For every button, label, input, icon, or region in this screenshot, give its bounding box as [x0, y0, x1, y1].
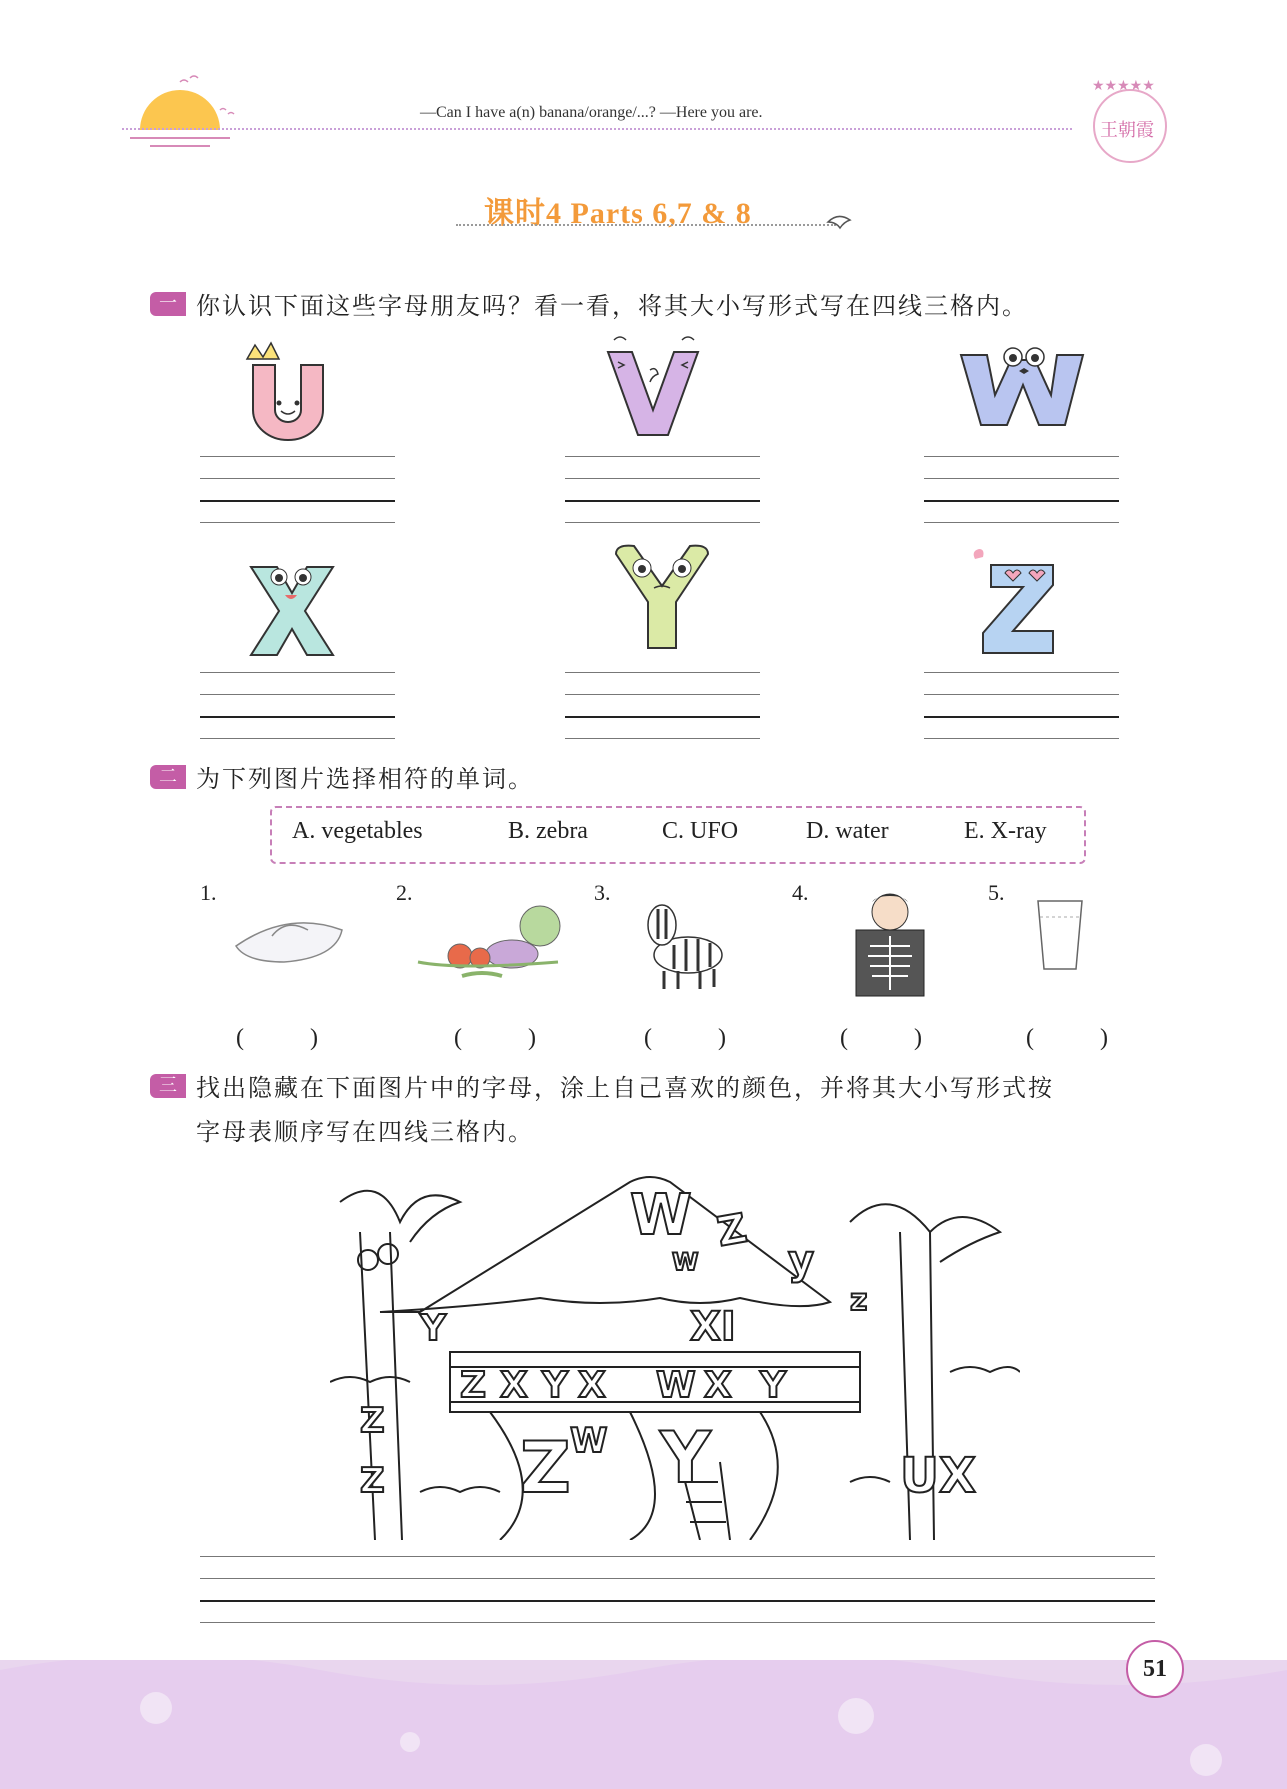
- svg-text:Z: Z: [360, 1461, 385, 1501]
- section2-badge: 二: [150, 765, 186, 789]
- svg-text:Z: Z: [360, 1401, 385, 1441]
- word-option-a: A. vegetables: [292, 818, 423, 844]
- answer-blank-3[interactable]: ( ): [644, 1025, 756, 1051]
- header-rule: [122, 128, 1072, 130]
- bird-icon: [826, 210, 854, 232]
- letter-w-character: [955, 335, 1090, 435]
- item-number-2: 2.: [396, 880, 413, 905]
- word-option-e: E. X-ray: [964, 818, 1047, 844]
- svg-text:Y: Y: [420, 1308, 447, 1349]
- vegetables-icon: [412, 900, 567, 990]
- svg-text:Y: Y: [542, 1365, 569, 1406]
- header-text: —Can I have a(n) banana/orange/...? —Here you are.: [420, 104, 763, 121]
- svg-text:W: W: [570, 1421, 608, 1461]
- section3-badge: 三: [150, 1074, 186, 1098]
- writing-lines-v[interactable]: [565, 456, 760, 522]
- page-footer: [0, 1660, 1287, 1789]
- item-number-5: 5.: [988, 880, 1005, 905]
- publisher-logo-text: 王朝霞: [1100, 120, 1154, 141]
- section2-instruction: 为下列图片选择相符的单词。: [196, 765, 534, 793]
- svg-text:Z: Z: [520, 1427, 571, 1509]
- title-underline: [456, 224, 836, 226]
- svg-text:Z: Z: [460, 1365, 487, 1406]
- item-number-4: 4.: [792, 880, 809, 905]
- writing-lines-z[interactable]: [924, 672, 1119, 738]
- section1-badge: 一: [150, 292, 186, 316]
- writing-lines-x[interactable]: [200, 672, 395, 738]
- sun-icon: [120, 70, 240, 155]
- answer-blank-5[interactable]: ( ): [1026, 1025, 1138, 1051]
- svg-text:X: X: [704, 1365, 732, 1406]
- svg-text:Y: Y: [660, 1417, 711, 1499]
- word-option-c: C. UFO: [662, 818, 739, 844]
- page-number: 51: [1126, 1640, 1184, 1698]
- answer-blank-4[interactable]: ( ): [840, 1025, 952, 1051]
- letter-y-character: [610, 540, 715, 655]
- svg-text:y: y: [788, 1238, 815, 1284]
- zebra-icon: [628, 895, 738, 995]
- letter-z-character: [955, 545, 1065, 660]
- letter-x-character: [245, 555, 340, 660]
- section1-instruction: 你认识下面这些字母朋友吗？看一看，将其大小写形式写在四线三格内。: [196, 292, 1028, 320]
- svg-text:★★★★★: ★★★★★: [1092, 78, 1155, 94]
- svg-text:z: z: [850, 1283, 868, 1318]
- svg-text:W: W: [630, 1183, 692, 1248]
- item-number-1: 1.: [200, 880, 217, 905]
- writing-lines-w[interactable]: [924, 456, 1119, 522]
- writing-lines-u[interactable]: [200, 456, 395, 522]
- item-number-3: 3.: [594, 880, 611, 905]
- ufo-icon: [232, 910, 347, 970]
- lesson-title: 课时4 Parts 6,7 & 8: [484, 197, 752, 230]
- treehouse-hidden-letters-picture[interactable]: [330, 1162, 1020, 1540]
- answer-blank-2[interactable]: ( ): [454, 1025, 566, 1051]
- svg-text:UX: UX: [900, 1448, 976, 1504]
- word-option-b: B. zebra: [508, 818, 588, 844]
- svg-text:X: X: [500, 1365, 528, 1406]
- glass-of-water-icon: [1032, 895, 1088, 975]
- section3-instruction-line1: 找出隐藏在下面图片中的字母，涂上自己喜欢的颜色，并将其大小写形式按: [196, 1074, 1054, 1102]
- x-ray-icon: [830, 890, 950, 1000]
- svg-text:W: W: [656, 1365, 696, 1406]
- section3-writing-lines[interactable]: [200, 1556, 1155, 1624]
- svg-text:XI: XI: [690, 1304, 736, 1350]
- svg-text:X: X: [578, 1365, 606, 1406]
- answer-blank-1[interactable]: ( ): [236, 1025, 348, 1051]
- svg-text:W: W: [672, 1248, 699, 1276]
- svg-text:Z: Z: [713, 1205, 751, 1256]
- svg-text:Y: Y: [760, 1365, 787, 1406]
- letter-v-character: [598, 330, 708, 445]
- writing-lines-y[interactable]: [565, 672, 760, 738]
- section3-instruction-line2: 字母表顺序写在四线三格内。: [196, 1118, 534, 1146]
- word-option-d: D. water: [806, 818, 889, 844]
- letter-u-character: [235, 335, 345, 445]
